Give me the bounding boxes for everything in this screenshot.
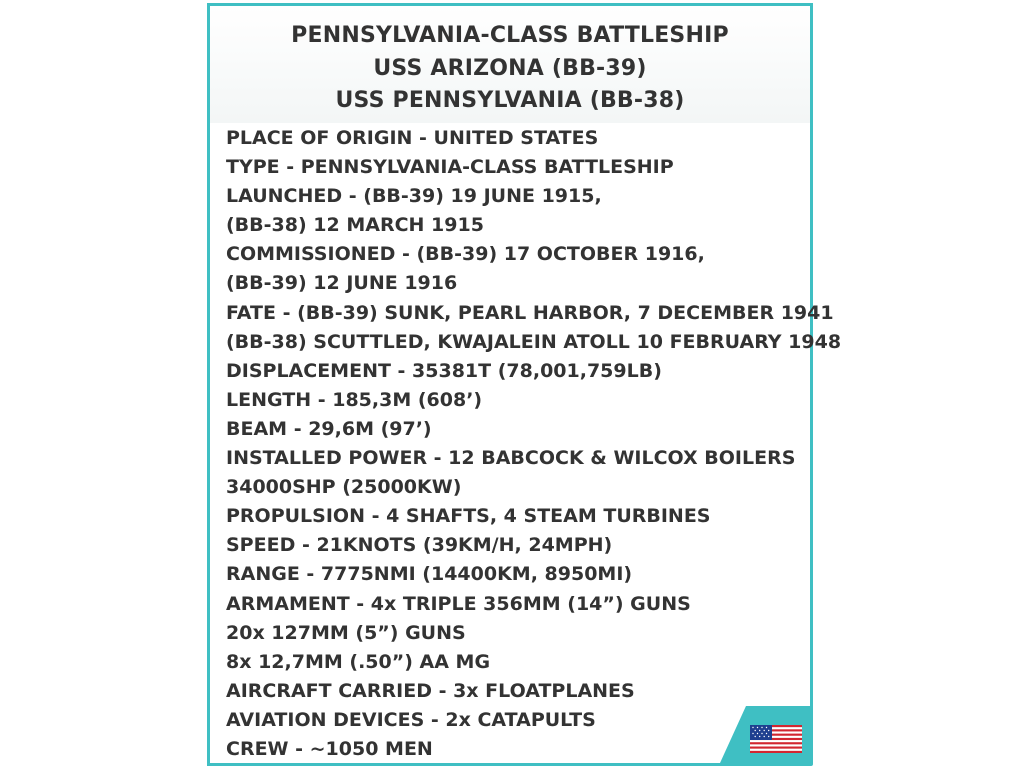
spec-aircraft: AIRCRAFT CARRIED - 3x FLOATPLANES [226, 679, 635, 702]
us-flag-icon [750, 725, 802, 753]
spec-crew: CREW - ~1050 MEN [226, 737, 433, 760]
title-ship-pennsylvania: USS PENNSYLVANIA (BB-38) [335, 88, 685, 113]
spec-fate-cont: (BB-38) SCUTTLED, KWAJALEIN ATOLL 10 FEBRUARY 1948 [226, 330, 842, 353]
spec-launched-cont: (BB-38) 12 MARCH 1915 [226, 214, 484, 237]
spec-commissioned-cont: (BB-39) 12 JUNE 1916 [226, 272, 458, 295]
spec-card [207, 3, 842, 766]
spec-speed: SPEED - 21KNOTS (39KM/H, 24MPH) [226, 534, 613, 557]
spec-range: RANGE - 7775NMI (14400KM, 8950MI) [226, 563, 633, 586]
spec-armament-aa: 8x 12,7MM (.50”) AA MG [226, 650, 491, 673]
spec-installed-power-cont: 34000SHP (25000KW) [226, 476, 462, 499]
spec-armament-secondary: 20x 127MM (5”) GUNS [226, 621, 466, 644]
spec-type: TYPE - PENNSYLVANIA-CLASS BATTLESHIP [226, 156, 674, 179]
spec-propulsion: PROPULSION - 4 SHAFTS, 4 STEAM TURBINES [226, 505, 711, 528]
spec-commissioned: COMMISSIONED - (BB-39) 17 OCTOBER 1916, [226, 243, 705, 266]
spec-installed-power: INSTALLED POWER - 12 BABCOCK & WILCOX BOILERS [226, 447, 796, 470]
spec-armament: ARMAMENT - 4x TRIPLE 356MM (14”) GUNS [226, 592, 691, 615]
spec-origin: PLACE OF ORIGIN - UNITED STATES [226, 127, 599, 149]
card-header [210, 6, 810, 123]
spec-launched: LAUNCHED - (BB-39) 19 JUNE 1915, [226, 185, 602, 208]
spec-beam: BEAM - 29,6M (97’) [226, 417, 432, 440]
spec-fate: FATE - (BB-39) SUNK, PEARL HARBOR, 7 DECEMBER 1941 [226, 301, 834, 324]
spec-aviation-devices: AVIATION DEVICES - 2x CATAPULTS [226, 708, 596, 731]
spec-length: LENGTH - 185,3M (608’) [226, 388, 483, 411]
title-ship-arizona: USS ARIZONA (BB-39) [373, 56, 647, 81]
spec-list [226, 124, 841, 764]
spec-displacement: DISPLACEMENT - 35381T (78,001,759LB) [226, 359, 662, 382]
title-class: PENNSYLVANIA-CLASS BATTLESHIP [291, 23, 729, 48]
